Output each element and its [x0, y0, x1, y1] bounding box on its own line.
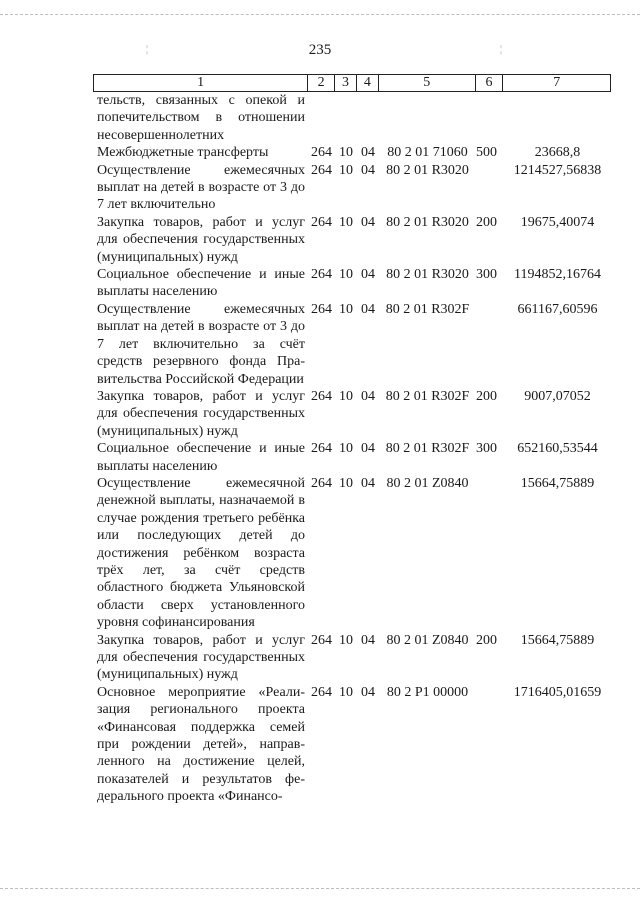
table-row — [93, 684, 611, 806]
code-section: 10 — [339, 632, 353, 648]
scan-edge-bottom — [0, 888, 640, 889]
code-ministry: 264 — [311, 441, 332, 457]
code-expense-type: 300 — [476, 441, 497, 457]
code-expense-type — [476, 301, 504, 388]
code-section: 10 — [339, 388, 353, 404]
row-description: тельств, связанных с опекой и попечительством в отношении несовершеннолетних — [97, 93, 305, 143]
header-col-4: 4 — [357, 75, 379, 91]
code-target-item: 80 2 01 Z0840 — [386, 632, 469, 648]
code-target-item: 80 2 01 R302F — [385, 301, 470, 317]
code-ministry: 264 — [311, 162, 332, 178]
code-expense-type: 200 — [476, 388, 497, 404]
header-col-1: 1 — [94, 75, 308, 91]
amount: 9007,07052 — [524, 388, 591, 404]
code-target-item: 80 2 01 R3020 — [386, 267, 469, 283]
scan-mark: ¦ — [146, 44, 149, 55]
header-col-2: 2 — [308, 75, 335, 91]
table-row — [93, 266, 611, 301]
amount: 1214527,56838 — [513, 162, 602, 178]
code-target-item: 80 2 P1 00000 — [386, 684, 469, 700]
row-description: Межбюджетные трансферты — [97, 145, 269, 161]
code-subsection — [357, 92, 379, 144]
table-row — [93, 475, 611, 632]
code-subsection: 04 — [361, 475, 375, 491]
header-col-3: 3 — [335, 75, 357, 91]
code-section — [335, 92, 357, 144]
code-expense-type — [476, 92, 504, 144]
code-expense-type: 200 — [476, 214, 497, 230]
amount: 19675,40074 — [520, 214, 595, 230]
code-subsection: 04 — [361, 267, 375, 283]
code-target-item: 80 2 01 R302F — [385, 441, 470, 457]
amount: 23668,8 — [534, 145, 581, 161]
code-section: 10 — [339, 684, 353, 700]
code-ministry: 264 — [311, 684, 332, 700]
code-subsection: 04 — [361, 441, 375, 457]
table-row — [93, 214, 611, 266]
code-expense-type: 300 — [476, 267, 497, 283]
amount: 15664,75889 — [520, 632, 595, 648]
table-row — [93, 301, 611, 388]
page-number: 235 — [308, 42, 332, 58]
row-description: Закупка товаров, работ и услуг для обеспечения государственных (муниципальных) нужд — [97, 632, 305, 683]
code-target-item: 80 2 01 71060 — [387, 145, 468, 161]
code-subsection: 04 — [361, 214, 375, 230]
code-section: 10 — [339, 475, 353, 491]
amount: 661167,60596 — [517, 301, 598, 317]
code-subsection: 04 — [361, 162, 375, 178]
code-section: 10 — [339, 214, 353, 230]
code-target-item: 80 2 01 R3020 — [386, 214, 469, 230]
code-ministry: 264 — [311, 214, 332, 230]
code-target-item: 80 2 01 R302F — [385, 388, 470, 404]
code-ministry: 264 — [311, 267, 332, 283]
table-row — [93, 162, 611, 214]
amount: 652160,53544 — [517, 441, 598, 457]
header-col-6: 6 — [476, 75, 504, 91]
amount: 1716405,01659 — [513, 684, 602, 700]
code-section: 10 — [339, 162, 353, 178]
code-subsection: 04 — [361, 301, 375, 317]
code-expense-type — [476, 475, 504, 632]
row-description: Социальное обеспечение и иные выплаты населению — [97, 267, 305, 300]
row-description: Социальное обеспечение и иные выплаты населению — [97, 441, 305, 474]
code-target-item — [379, 92, 476, 144]
code-target-item: 80 2 01 Z0840 — [386, 475, 469, 491]
code-ministry: 264 — [311, 475, 332, 491]
row-description: Закупка товаров, работ и услуг для обеспечения государственных (муниципальных) нужд — [97, 214, 305, 265]
header-col-5: 5 — [379, 75, 476, 91]
code-expense-type: 200 — [476, 632, 497, 648]
code-ministry: 264 — [311, 145, 332, 161]
table-header — [93, 74, 611, 92]
header-col-7: 7 — [553, 75, 561, 90]
code-ministry: 264 — [311, 301, 332, 317]
amount — [504, 92, 611, 144]
amount: 15664,75889 — [520, 475, 595, 491]
code-expense-type — [476, 684, 504, 806]
code-ministry: 264 — [311, 632, 332, 648]
table-row — [93, 388, 611, 440]
code-expense-type — [476, 162, 504, 214]
code-section: 10 — [339, 301, 353, 317]
table-row — [93, 440, 611, 475]
code-subsection: 04 — [361, 145, 375, 161]
code-subsection: 04 — [361, 632, 375, 648]
amount: 1194852,16764 — [514, 267, 601, 283]
table-row — [93, 92, 611, 144]
scan-mark: ¦ — [500, 44, 503, 55]
code-section: 10 — [339, 145, 353, 161]
code-subsection: 04 — [361, 388, 375, 404]
row-description: Основное мероприятие «Реализация регионального проекта «Финансовая поддержка семей при рождении детей», направленного на достижение целей, показателей и результатов федерального проекта «Финансо- — [97, 684, 305, 805]
code-subsection: 04 — [361, 684, 375, 700]
budget-table-body — [93, 92, 611, 806]
row-description: Закупка товаров, работ и услуг для обеспечения государственных (муниципальных) нужд — [97, 388, 305, 439]
code-ministry — [308, 92, 335, 144]
table-row — [93, 632, 611, 684]
scan-edge-top — [0, 14, 640, 15]
row-description: Осуществление ежемесячной денежной выплаты, назначаемой в случае рождения третьего ребёнка или последующих детей до достижения ребёнком возраста трёх лет, за счёт средств областного бюджета Ульяновской области сверх установленного уровня софинансирования — [97, 475, 305, 631]
row-description: Осуществление ежемесячных выплат на детей в возрасте от 3 до 7 лет включительно — [97, 162, 305, 213]
row-description: Осуществление ежемесячных выплат на детей в возрасте от 3 до 7 лет включительно за счёт средств резервного фонда Правительства Российской Федерации — [97, 301, 305, 387]
code-expense-type: 500 — [476, 145, 497, 161]
code-section: 10 — [339, 267, 353, 283]
code-ministry: 264 — [311, 388, 332, 404]
code-section: 10 — [339, 441, 353, 457]
table-row — [93, 144, 611, 161]
code-target-item: 80 2 01 R3020 — [386, 162, 469, 178]
